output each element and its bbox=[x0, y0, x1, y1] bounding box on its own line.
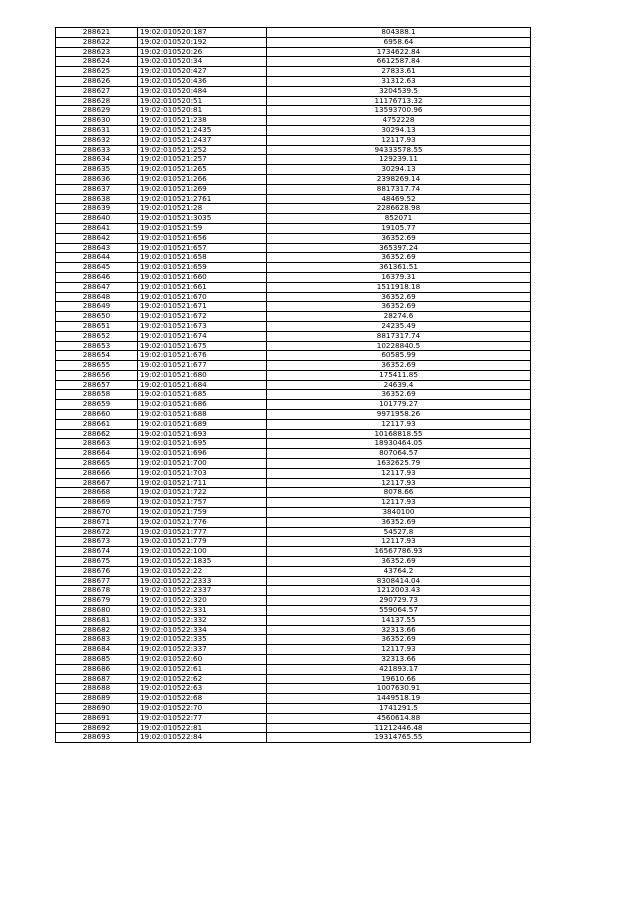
amount-cell: 19314765.55 bbox=[267, 733, 531, 743]
table-row bbox=[56, 419, 531, 429]
cadastral-code-cell: 19:02:010521:266 bbox=[138, 174, 267, 184]
amount-cell: 4560614.88 bbox=[267, 713, 531, 723]
cadastral-code-cell: 19:02:010521:757 bbox=[138, 498, 267, 508]
amount-cell: 101779.27 bbox=[267, 400, 531, 410]
amount-cell: 2286628.98 bbox=[267, 204, 531, 214]
cadastral-code-cell: 19:02:010522:61 bbox=[138, 664, 267, 674]
cadastral-code-cell: 19:02:010522:63 bbox=[138, 684, 267, 694]
cadastral-code-cell: 19:02:010522:2333 bbox=[138, 576, 267, 586]
row-id-cell: 288639 bbox=[56, 204, 138, 214]
row-id-cell: 288680 bbox=[56, 606, 138, 616]
cadastral-code-cell: 19:02:010522:2337 bbox=[138, 586, 267, 596]
cadastral-code-cell: 19:02:010522:81 bbox=[138, 723, 267, 733]
cadastral-code-cell: 19:02:010522:77 bbox=[138, 713, 267, 723]
row-id-cell: 288635 bbox=[56, 165, 138, 175]
cadastral-code-cell: 19:02:010522:68 bbox=[138, 694, 267, 704]
row-id-cell: 288672 bbox=[56, 527, 138, 537]
amount-cell: 36352.69 bbox=[267, 292, 531, 302]
cadastral-code-cell: 19:02:010522:84 bbox=[138, 733, 267, 743]
cadastral-code-cell: 19:02:010521:779 bbox=[138, 537, 267, 547]
row-id-cell: 288622 bbox=[56, 37, 138, 47]
table-row bbox=[56, 390, 531, 400]
amount-cell: 8817317.74 bbox=[267, 184, 531, 194]
row-id-cell: 288693 bbox=[56, 733, 138, 743]
cadastral-code-cell: 19:02:010521:657 bbox=[138, 243, 267, 253]
table-row bbox=[56, 478, 531, 488]
row-id-cell: 288626 bbox=[56, 76, 138, 86]
cadastral-code-cell: 19:02:010522:335 bbox=[138, 635, 267, 645]
table-row bbox=[56, 655, 531, 665]
row-id-cell: 288682 bbox=[56, 625, 138, 635]
row-id-cell: 288649 bbox=[56, 302, 138, 312]
cadastral-code-cell: 19:02:010521:252 bbox=[138, 145, 267, 155]
row-id-cell: 288660 bbox=[56, 410, 138, 420]
data-table bbox=[55, 27, 531, 743]
table-row bbox=[56, 498, 531, 508]
row-id-cell: 288685 bbox=[56, 655, 138, 665]
table-row bbox=[56, 468, 531, 478]
table-row bbox=[56, 713, 531, 723]
amount-cell: 30294.13 bbox=[267, 125, 531, 135]
cadastral-code-cell: 19:02:010521:269 bbox=[138, 184, 267, 194]
cadastral-code-cell: 19:02:010521:711 bbox=[138, 478, 267, 488]
amount-cell: 175411.85 bbox=[267, 370, 531, 380]
cadastral-code-cell: 19:02:010521:673 bbox=[138, 321, 267, 331]
amount-cell: 28274.6 bbox=[267, 312, 531, 322]
table-row bbox=[56, 527, 531, 537]
table-row bbox=[56, 214, 531, 224]
row-id-cell: 288661 bbox=[56, 419, 138, 429]
row-id-cell: 288638 bbox=[56, 194, 138, 204]
cadastral-code-cell: 19:02:010520:187 bbox=[138, 28, 267, 38]
cadastral-code-cell: 19:02:010521:2435 bbox=[138, 125, 267, 135]
cadastral-code-cell: 19:02:010521:658 bbox=[138, 253, 267, 263]
table-row bbox=[56, 67, 531, 77]
cadastral-code-cell: 19:02:010520:427 bbox=[138, 67, 267, 77]
table-row bbox=[56, 439, 531, 449]
table-row bbox=[56, 194, 531, 204]
table-row bbox=[56, 233, 531, 243]
table-row bbox=[56, 566, 531, 576]
cadastral-code-cell: 19:02:010521:695 bbox=[138, 439, 267, 449]
table-row bbox=[56, 625, 531, 635]
amount-cell: 10168818.55 bbox=[267, 429, 531, 439]
cadastral-code-cell: 19:02:010521:759 bbox=[138, 508, 267, 518]
cadastral-code-cell: 19:02:010521:671 bbox=[138, 302, 267, 312]
row-id-cell: 288637 bbox=[56, 184, 138, 194]
amount-cell: 19105.77 bbox=[267, 223, 531, 233]
table-row bbox=[56, 253, 531, 263]
table-row bbox=[56, 351, 531, 361]
table-row bbox=[56, 733, 531, 743]
cadastral-code-cell: 19:02:010521:661 bbox=[138, 282, 267, 292]
amount-cell: 36352.69 bbox=[267, 233, 531, 243]
row-id-cell: 288683 bbox=[56, 635, 138, 645]
row-id-cell: 288687 bbox=[56, 674, 138, 684]
cadastral-code-cell: 19:02:010521:3035 bbox=[138, 214, 267, 224]
amount-cell: 12117.93 bbox=[267, 419, 531, 429]
amount-cell: 36352.69 bbox=[267, 253, 531, 263]
row-id-cell: 288674 bbox=[56, 547, 138, 557]
amount-cell: 48469.52 bbox=[267, 194, 531, 204]
amount-cell: 43764.2 bbox=[267, 566, 531, 576]
cadastral-code-cell: 19:02:010521:660 bbox=[138, 272, 267, 282]
cadastral-code-cell: 19:02:010521:777 bbox=[138, 527, 267, 537]
amount-cell: 852071 bbox=[267, 214, 531, 224]
table-row bbox=[56, 380, 531, 390]
row-id-cell: 288632 bbox=[56, 135, 138, 145]
amount-cell: 12117.93 bbox=[267, 478, 531, 488]
cadastral-code-cell: 19:02:010521:676 bbox=[138, 351, 267, 361]
amount-cell: 36352.69 bbox=[267, 557, 531, 567]
cadastral-code-cell: 19:02:010521:238 bbox=[138, 116, 267, 126]
amount-cell: 1511918.18 bbox=[267, 282, 531, 292]
table-row bbox=[56, 557, 531, 567]
cadastral-code-cell: 19:02:010522:100 bbox=[138, 547, 267, 557]
table-row bbox=[56, 106, 531, 116]
row-id-cell: 288636 bbox=[56, 174, 138, 184]
cadastral-code-cell: 19:02:010521:685 bbox=[138, 390, 267, 400]
row-id-cell: 288651 bbox=[56, 321, 138, 331]
row-id-cell: 288643 bbox=[56, 243, 138, 253]
table-row bbox=[56, 331, 531, 341]
row-id-cell: 288633 bbox=[56, 145, 138, 155]
row-id-cell: 288634 bbox=[56, 155, 138, 165]
cadastral-code-cell: 19:02:010522:331 bbox=[138, 606, 267, 616]
row-id-cell: 288686 bbox=[56, 664, 138, 674]
amount-cell: 10228840.5 bbox=[267, 341, 531, 351]
amount-cell: 6612587.84 bbox=[267, 57, 531, 67]
row-id-cell: 288652 bbox=[56, 331, 138, 341]
row-id-cell: 288630 bbox=[56, 116, 138, 126]
cadastral-code-cell: 19:02:010521:257 bbox=[138, 155, 267, 165]
cadastral-code-cell: 19:02:010521:672 bbox=[138, 312, 267, 322]
amount-cell: 9971958.26 bbox=[267, 410, 531, 420]
amount-cell: 1449518.19 bbox=[267, 694, 531, 704]
row-id-cell: 288668 bbox=[56, 488, 138, 498]
table-row bbox=[56, 312, 531, 322]
row-id-cell: 288688 bbox=[56, 684, 138, 694]
amount-cell: 32313.66 bbox=[267, 625, 531, 635]
amount-cell: 36352.69 bbox=[267, 302, 531, 312]
table-row bbox=[56, 459, 531, 469]
cadastral-code-cell: 19:02:010522:60 bbox=[138, 655, 267, 665]
table-row bbox=[56, 47, 531, 57]
amount-cell: 12117.93 bbox=[267, 537, 531, 547]
row-id-cell: 288640 bbox=[56, 214, 138, 224]
cadastral-code-cell: 19:02:010521:2761 bbox=[138, 194, 267, 204]
cadastral-code-cell: 19:02:010521:670 bbox=[138, 292, 267, 302]
table-row bbox=[56, 96, 531, 106]
cadastral-code-cell: 19:02:010521:684 bbox=[138, 380, 267, 390]
amount-cell: 36352.69 bbox=[267, 390, 531, 400]
row-id-cell: 288653 bbox=[56, 341, 138, 351]
row-id-cell: 288654 bbox=[56, 351, 138, 361]
amount-cell: 12117.93 bbox=[267, 498, 531, 508]
row-id-cell: 288642 bbox=[56, 233, 138, 243]
table-row bbox=[56, 606, 531, 616]
row-id-cell: 288681 bbox=[56, 615, 138, 625]
amount-cell: 1741291.5 bbox=[267, 703, 531, 713]
amount-cell: 11176713.32 bbox=[267, 96, 531, 106]
table-row bbox=[56, 547, 531, 557]
row-id-cell: 288665 bbox=[56, 459, 138, 469]
cadastral-code-cell: 19:02:010522:320 bbox=[138, 596, 267, 606]
table-row bbox=[56, 664, 531, 674]
cadastral-code-cell: 19:02:010521:703 bbox=[138, 468, 267, 478]
table-row bbox=[56, 723, 531, 733]
table-row bbox=[56, 400, 531, 410]
amount-cell: 12117.93 bbox=[267, 645, 531, 655]
row-id-cell: 288624 bbox=[56, 57, 138, 67]
amount-cell: 60585.99 bbox=[267, 351, 531, 361]
row-id-cell: 288689 bbox=[56, 694, 138, 704]
amount-cell: 13593700.96 bbox=[267, 106, 531, 116]
cadastral-code-cell: 19:02:010521:28 bbox=[138, 204, 267, 214]
row-id-cell: 288676 bbox=[56, 566, 138, 576]
table-row bbox=[56, 125, 531, 135]
table-row bbox=[56, 302, 531, 312]
table-row bbox=[56, 165, 531, 175]
amount-cell: 1734622.84 bbox=[267, 47, 531, 57]
cadastral-code-cell: 19:02:010521:680 bbox=[138, 370, 267, 380]
table-row bbox=[56, 370, 531, 380]
row-id-cell: 288667 bbox=[56, 478, 138, 488]
table-row bbox=[56, 684, 531, 694]
table-body bbox=[56, 28, 531, 743]
table-row bbox=[56, 204, 531, 214]
row-id-cell: 288631 bbox=[56, 125, 138, 135]
amount-cell: 421893.17 bbox=[267, 664, 531, 674]
row-id-cell: 288664 bbox=[56, 449, 138, 459]
cadastral-code-cell: 19:02:010520:81 bbox=[138, 106, 267, 116]
row-id-cell: 288625 bbox=[56, 67, 138, 77]
cadastral-code-cell: 19:02:010520:192 bbox=[138, 37, 267, 47]
cadastral-code-cell: 19:02:010521:722 bbox=[138, 488, 267, 498]
cadastral-code-cell: 19:02:010521:675 bbox=[138, 341, 267, 351]
table-row bbox=[56, 116, 531, 126]
row-id-cell: 288647 bbox=[56, 282, 138, 292]
row-id-cell: 288623 bbox=[56, 47, 138, 57]
amount-cell: 8078.66 bbox=[267, 488, 531, 498]
row-id-cell: 288684 bbox=[56, 645, 138, 655]
row-id-cell: 288657 bbox=[56, 380, 138, 390]
row-id-cell: 288671 bbox=[56, 517, 138, 527]
table-row bbox=[56, 37, 531, 47]
cadastral-code-cell: 19:02:010521:776 bbox=[138, 517, 267, 527]
table-row bbox=[56, 28, 531, 38]
table-row bbox=[56, 449, 531, 459]
table-row bbox=[56, 341, 531, 351]
amount-cell: 27833.61 bbox=[267, 67, 531, 77]
row-id-cell: 288662 bbox=[56, 429, 138, 439]
row-id-cell: 288628 bbox=[56, 96, 138, 106]
row-id-cell: 288678 bbox=[56, 586, 138, 596]
amount-cell: 24235.49 bbox=[267, 321, 531, 331]
table-row bbox=[56, 174, 531, 184]
cadastral-code-cell: 19:02:010520:34 bbox=[138, 57, 267, 67]
cadastral-code-cell: 19:02:010521:2437 bbox=[138, 135, 267, 145]
row-id-cell: 288666 bbox=[56, 468, 138, 478]
table-row bbox=[56, 321, 531, 331]
cadastral-code-cell: 19:02:010521:265 bbox=[138, 165, 267, 175]
table-row bbox=[56, 694, 531, 704]
table-row bbox=[56, 635, 531, 645]
cadastral-code-cell: 19:02:010521:696 bbox=[138, 449, 267, 459]
row-id-cell: 288656 bbox=[56, 370, 138, 380]
table-row bbox=[56, 263, 531, 273]
row-id-cell: 288629 bbox=[56, 106, 138, 116]
cadastral-code-cell: 19:02:010521:700 bbox=[138, 459, 267, 469]
amount-cell: 3204539.5 bbox=[267, 86, 531, 96]
cadastral-code-cell: 19:02:010521:689 bbox=[138, 419, 267, 429]
amount-cell: 6958.64 bbox=[267, 37, 531, 47]
row-id-cell: 288679 bbox=[56, 596, 138, 606]
table-row bbox=[56, 76, 531, 86]
amount-cell: 1212003.43 bbox=[267, 586, 531, 596]
row-id-cell: 288675 bbox=[56, 557, 138, 567]
table-row bbox=[56, 184, 531, 194]
table-row bbox=[56, 243, 531, 253]
table-row bbox=[56, 488, 531, 498]
table-row bbox=[56, 155, 531, 165]
cadastral-code-cell: 19:02:010521:59 bbox=[138, 223, 267, 233]
cadastral-code-cell: 19:02:010521:677 bbox=[138, 361, 267, 371]
cadastral-code-cell: 19:02:010521:688 bbox=[138, 410, 267, 420]
row-id-cell: 288670 bbox=[56, 508, 138, 518]
amount-cell: 807064.57 bbox=[267, 449, 531, 459]
amount-cell: 32313.66 bbox=[267, 655, 531, 665]
amount-cell: 8308414.04 bbox=[267, 576, 531, 586]
table-row bbox=[56, 223, 531, 233]
amount-cell: 129239.11 bbox=[267, 155, 531, 165]
amount-cell: 1007630.91 bbox=[267, 684, 531, 694]
amount-cell: 4752228 bbox=[267, 116, 531, 126]
cadastral-code-cell: 19:02:010520:484 bbox=[138, 86, 267, 96]
amount-cell: 11212446.48 bbox=[267, 723, 531, 733]
table-row bbox=[56, 135, 531, 145]
row-id-cell: 288692 bbox=[56, 723, 138, 733]
amount-cell: 18930464.05 bbox=[267, 439, 531, 449]
table-row bbox=[56, 361, 531, 371]
table-row bbox=[56, 57, 531, 67]
amount-cell: 3840100 bbox=[267, 508, 531, 518]
cadastral-code-cell: 19:02:010521:693 bbox=[138, 429, 267, 439]
amount-cell: 361361.51 bbox=[267, 263, 531, 273]
amount-cell: 19610.66 bbox=[267, 674, 531, 684]
row-id-cell: 288690 bbox=[56, 703, 138, 713]
row-id-cell: 288641 bbox=[56, 223, 138, 233]
table-row bbox=[56, 615, 531, 625]
row-id-cell: 288627 bbox=[56, 86, 138, 96]
row-id-cell: 288650 bbox=[56, 312, 138, 322]
amount-cell: 36352.69 bbox=[267, 517, 531, 527]
amount-cell: 14137.55 bbox=[267, 615, 531, 625]
row-id-cell: 288677 bbox=[56, 576, 138, 586]
table-row bbox=[56, 645, 531, 655]
cadastral-code-cell: 19:02:010522:332 bbox=[138, 615, 267, 625]
row-id-cell: 288621 bbox=[56, 28, 138, 38]
row-id-cell: 288648 bbox=[56, 292, 138, 302]
cadastral-code-cell: 19:02:010522:337 bbox=[138, 645, 267, 655]
cadastral-code-cell: 19:02:010521:656 bbox=[138, 233, 267, 243]
amount-cell: 12117.93 bbox=[267, 468, 531, 478]
cadastral-code-cell: 19:02:010520:51 bbox=[138, 96, 267, 106]
amount-cell: 8817317.74 bbox=[267, 331, 531, 341]
table-row bbox=[56, 586, 531, 596]
amount-cell: 559064.57 bbox=[267, 606, 531, 616]
amount-cell: 2398269.14 bbox=[267, 174, 531, 184]
cadastral-code-cell: 19:02:010522:334 bbox=[138, 625, 267, 635]
table-row bbox=[56, 292, 531, 302]
row-id-cell: 288645 bbox=[56, 263, 138, 273]
amount-cell: 365397.24 bbox=[267, 243, 531, 253]
table-row bbox=[56, 429, 531, 439]
cadastral-code-cell: 19:02:010522:22 bbox=[138, 566, 267, 576]
row-id-cell: 288673 bbox=[56, 537, 138, 547]
cadastral-code-cell: 19:02:010521:686 bbox=[138, 400, 267, 410]
amount-cell: 12117.93 bbox=[267, 135, 531, 145]
cadastral-code-cell: 19:02:010522:62 bbox=[138, 674, 267, 684]
row-id-cell: 288658 bbox=[56, 390, 138, 400]
table-row bbox=[56, 517, 531, 527]
amount-cell: 1632625.79 bbox=[267, 459, 531, 469]
amount-cell: 804388.1 bbox=[267, 28, 531, 38]
table-row bbox=[56, 674, 531, 684]
row-id-cell: 288663 bbox=[56, 439, 138, 449]
cadastral-code-cell: 19:02:010522:70 bbox=[138, 703, 267, 713]
table-row bbox=[56, 508, 531, 518]
table-row bbox=[56, 576, 531, 586]
cadastral-code-cell: 19:02:010521:659 bbox=[138, 263, 267, 273]
table-row bbox=[56, 272, 531, 282]
table-row bbox=[56, 537, 531, 547]
table-row bbox=[56, 145, 531, 155]
amount-cell: 31312.63 bbox=[267, 76, 531, 86]
cadastral-code-cell: 19:02:010520:436 bbox=[138, 76, 267, 86]
row-id-cell: 288669 bbox=[56, 498, 138, 508]
amount-cell: 16567786.93 bbox=[267, 547, 531, 557]
table-row bbox=[56, 410, 531, 420]
row-id-cell: 288655 bbox=[56, 361, 138, 371]
amount-cell: 36352.69 bbox=[267, 361, 531, 371]
amount-cell: 30294.13 bbox=[267, 165, 531, 175]
cadastral-code-cell: 19:02:010520:26 bbox=[138, 47, 267, 57]
table-row bbox=[56, 596, 531, 606]
row-id-cell: 288659 bbox=[56, 400, 138, 410]
cadastral-code-cell: 19:02:010521:674 bbox=[138, 331, 267, 341]
amount-cell: 36352.69 bbox=[267, 635, 531, 645]
amount-cell: 94333578.55 bbox=[267, 145, 531, 155]
row-id-cell: 288646 bbox=[56, 272, 138, 282]
row-id-cell: 288691 bbox=[56, 713, 138, 723]
amount-cell: 290729.73 bbox=[267, 596, 531, 606]
row-id-cell: 288644 bbox=[56, 253, 138, 263]
table-row bbox=[56, 703, 531, 713]
table-row bbox=[56, 86, 531, 96]
amount-cell: 16379.31 bbox=[267, 272, 531, 282]
amount-cell: 54527.8 bbox=[267, 527, 531, 537]
table-row bbox=[56, 282, 531, 292]
amount-cell: 24639.4 bbox=[267, 380, 531, 390]
cadastral-code-cell: 19:02:010522:1835 bbox=[138, 557, 267, 567]
